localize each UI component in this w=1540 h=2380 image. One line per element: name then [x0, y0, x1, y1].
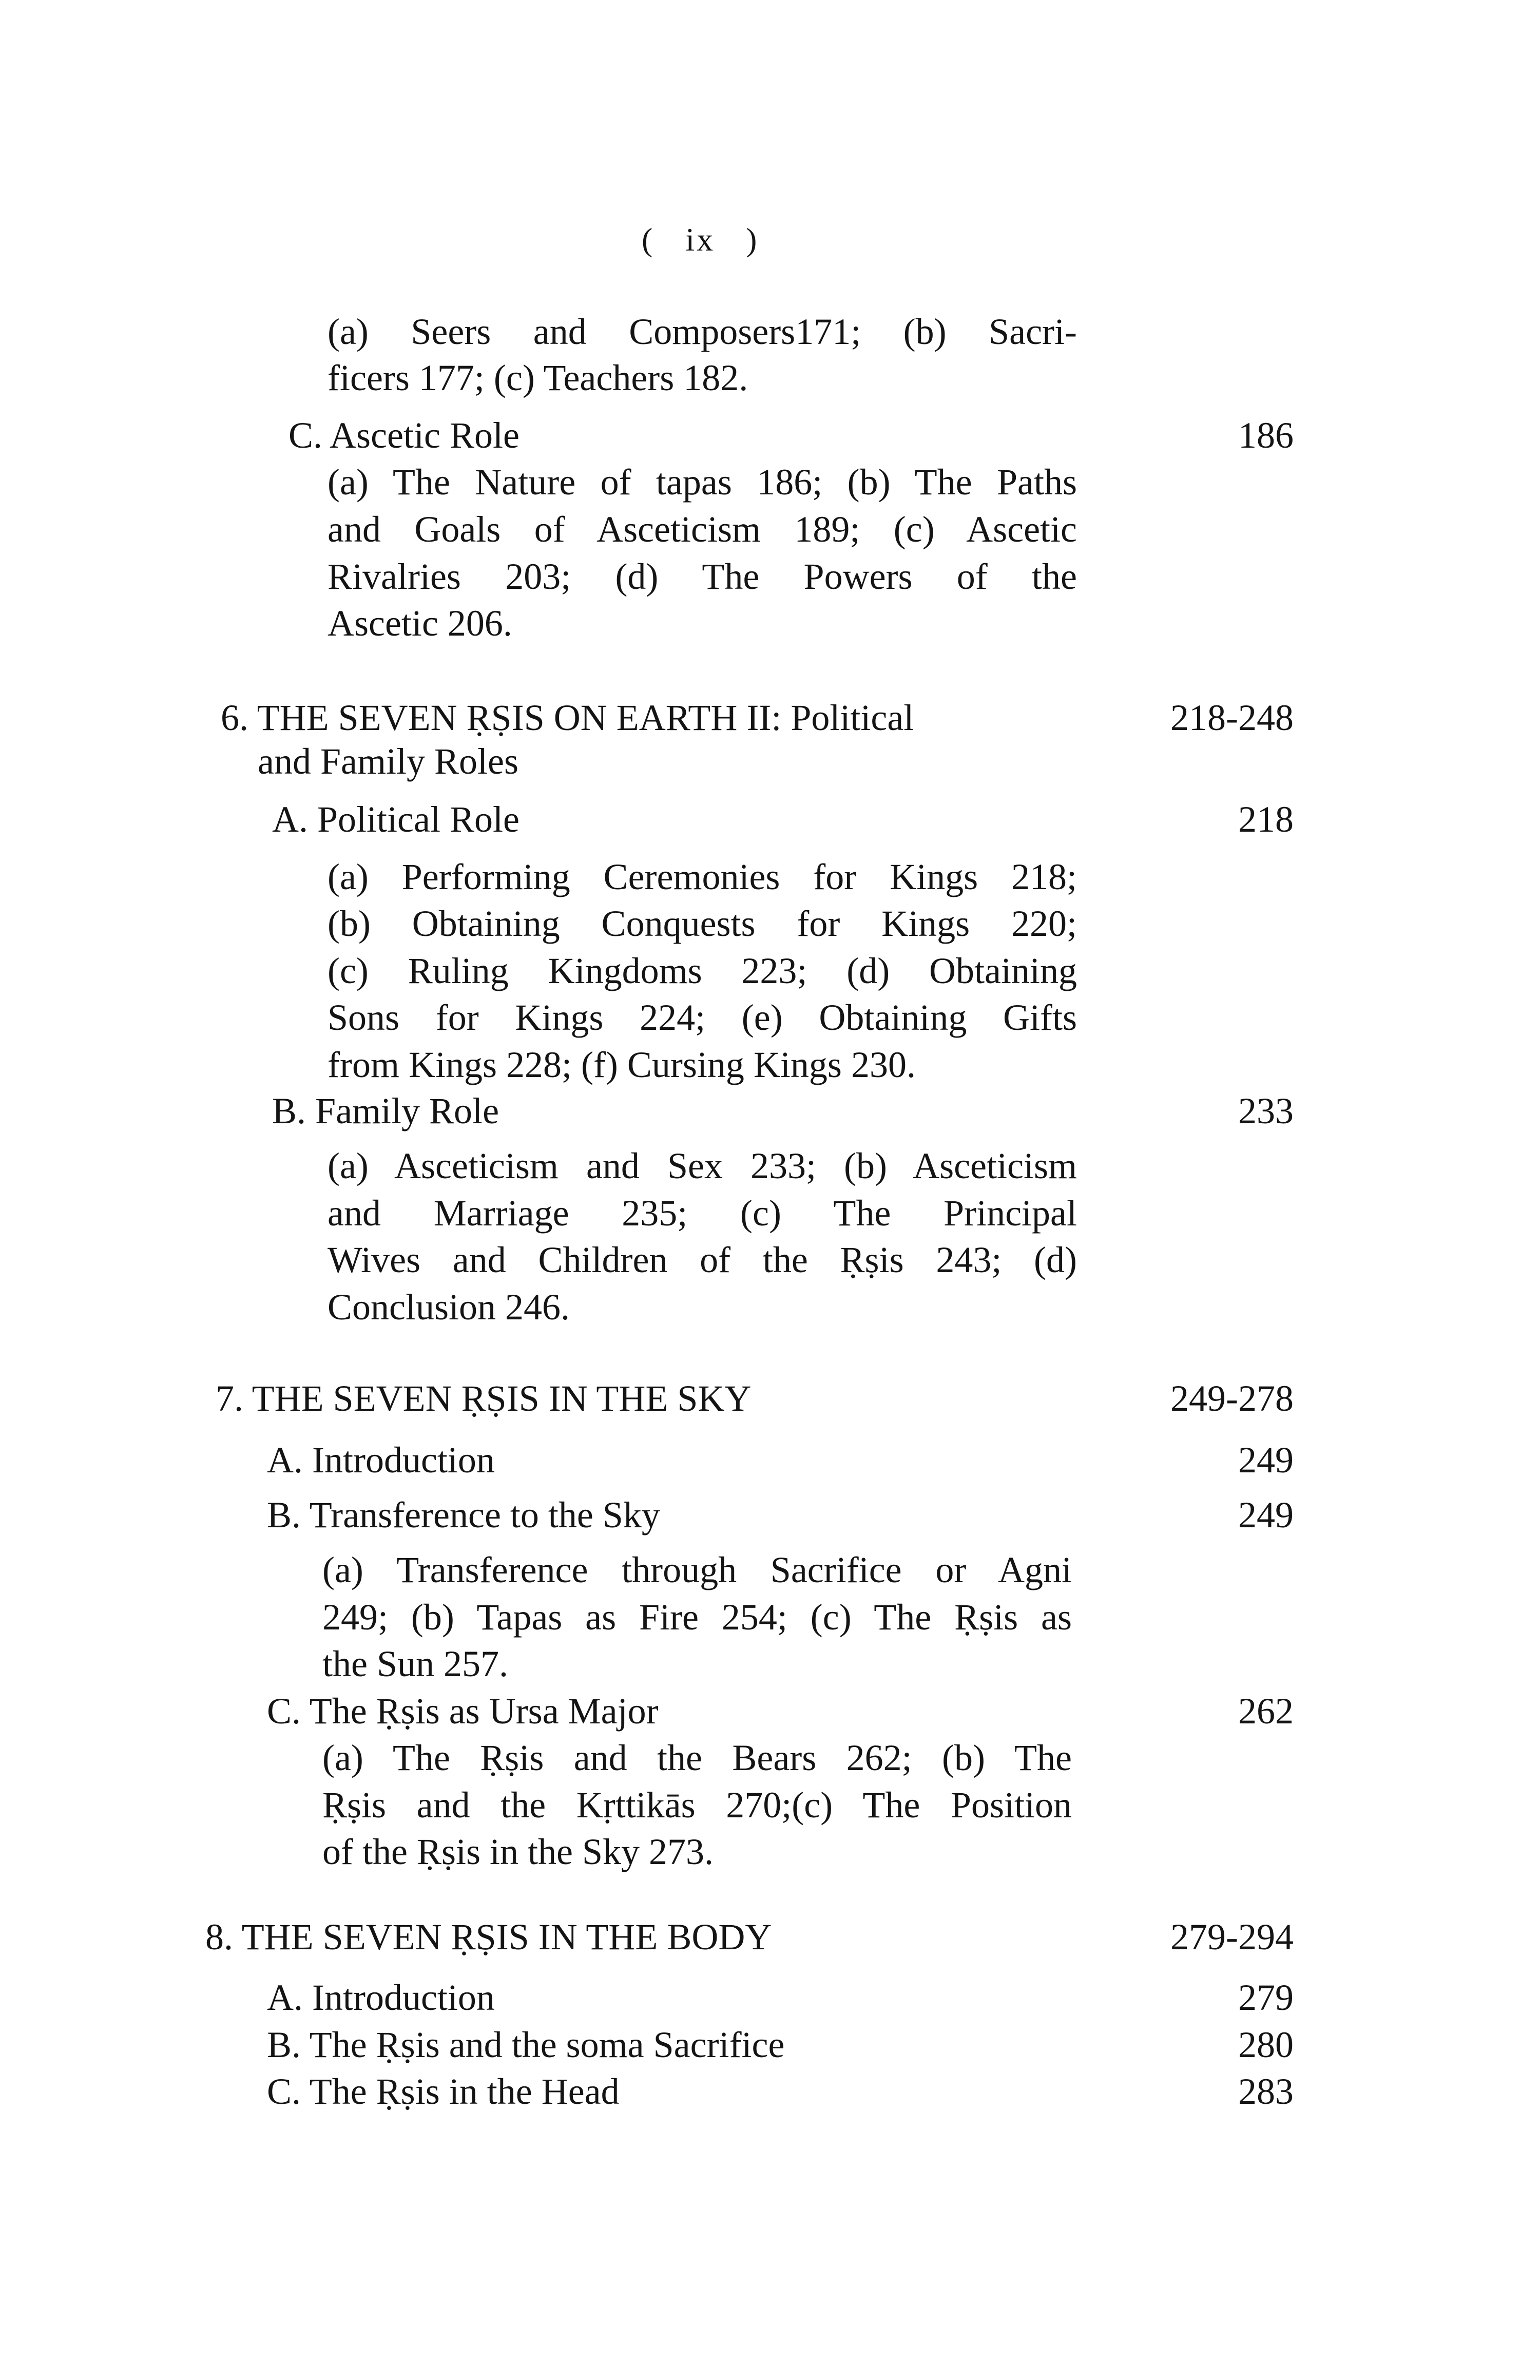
toc-description-line: (b) Obtaining Conquests for Kings 220; [328, 903, 1077, 944]
toc-chapter-pages: 249-278 [1170, 1378, 1294, 1419]
toc-chapter-pages: 279-294 [1170, 1916, 1294, 1957]
toc-chapter-title: 8. THE SEVEN ṚṢIS IN THE BODY [205, 1916, 772, 1957]
toc-section-label: A. Introduction [267, 1439, 495, 1481]
toc-description-line: Conclusion 246. [328, 1287, 570, 1328]
toc-description-line: ficers 177; (c) Teachers 182. [328, 357, 748, 398]
toc-page-number: 249 [1238, 1439, 1294, 1481]
toc-section-label: C. Ascetic Role [288, 415, 519, 456]
toc-description-line: (a) Seers and Composers171; (b) Sacri- [328, 311, 1077, 352]
toc-page-number: 249 [1238, 1494, 1294, 1536]
toc-description-line: and Goals of Asceticism 189; (c) Ascetic [328, 509, 1077, 550]
toc-page-number: 279 [1238, 1977, 1294, 2018]
toc-description-line: and Marriage 235; (c) The Principal [328, 1193, 1077, 1234]
toc-chapter-pages: 218-248 [1170, 697, 1294, 738]
toc-chapter-title: 7. THE SEVEN ṚṢIS IN THE SKY [216, 1378, 752, 1419]
toc-description-line: Rivalries 203; (d) The Powers of the [328, 556, 1077, 597]
toc-description-line: 249; (b) Tapas as Fire 254; (c) The Ṛṣis as [322, 1597, 1072, 1638]
toc-page-number: 186 [1238, 415, 1294, 456]
toc-section-label: C. The Ṛṣis in the Head [267, 2071, 620, 2112]
toc-section-label: B. The Ṛṣis and the soma Sacrifice [267, 2024, 785, 2065]
toc-description-line: (a) Transference through Sacrifice or Agni [322, 1549, 1072, 1590]
toc-chapter-title-cont: and Family Roles [258, 741, 518, 782]
toc-chapter-title: 6. THE SEVEN ṚṢIS ON EARTH II: Political [221, 697, 914, 738]
toc-page-number: 233 [1238, 1090, 1294, 1131]
toc-description-line: Sons for Kings 224; (e) Obtaining Gifts [328, 997, 1077, 1038]
toc-page-number: 218 [1238, 799, 1294, 840]
toc-description-line: the Sun 257. [322, 1643, 509, 1684]
toc-section-label: B. Family Role [272, 1090, 499, 1131]
toc-page-number: 280 [1238, 2024, 1294, 2065]
toc-description-line: from Kings 228; (f) Cursing Kings 230. [328, 1044, 916, 1085]
toc-section-label: C. The Ṛṣis as Ursa Major [267, 1691, 659, 1732]
toc-description-line: (c) Ruling Kingdoms 223; (d) Obtaining [328, 950, 1077, 991]
page-folio: ( ix ) [642, 221, 759, 258]
toc-description-line: (a) Asceticism and Sex 233; (b) Asceticism [328, 1145, 1077, 1186]
toc-page-number: 283 [1238, 2071, 1294, 2112]
toc-section-label: A. Political Role [272, 799, 519, 840]
toc-description-line: of the Ṛṣis in the Sky 273. [322, 1831, 714, 1872]
toc-description-line: Ascetic 206. [328, 603, 512, 644]
toc-description-line: (a) The Nature of tapas 186; (b) The Paths [328, 462, 1077, 503]
toc-description-line: Ṛṣis and the Kṛttikās 270;(c) The Position [322, 1784, 1072, 1826]
toc-page-number: 262 [1238, 1691, 1294, 1732]
toc-description-line: (a) The Ṛṣis and the Bears 262; (b) The [322, 1737, 1072, 1778]
toc-section-label: B. Transference to the Sky [267, 1494, 660, 1536]
toc-description-line: (a) Performing Ceremonies for Kings 218; [328, 856, 1077, 897]
toc-description-line: Wives and Children of the Ṛṣis 243; (d) [328, 1239, 1077, 1280]
toc-section-label: A. Introduction [267, 1977, 495, 2018]
